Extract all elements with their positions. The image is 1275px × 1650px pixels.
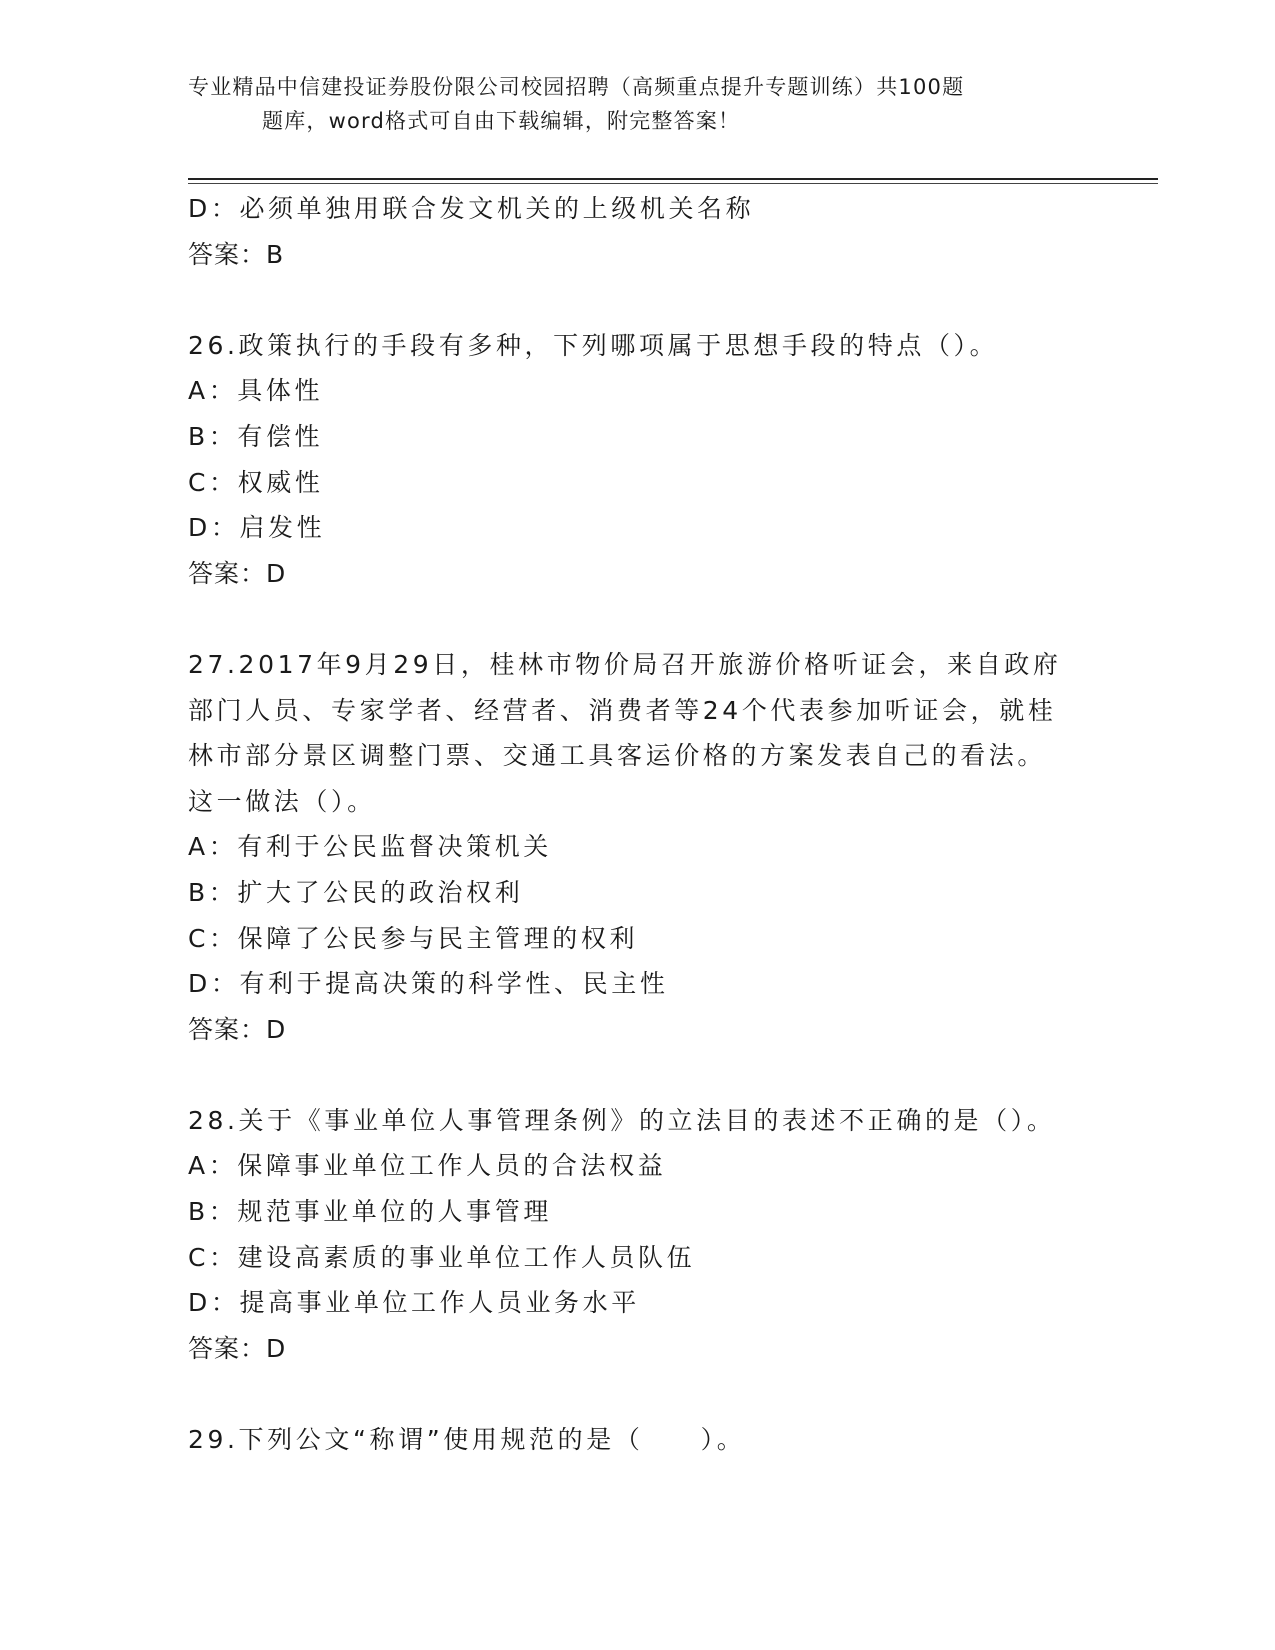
question-26 [188,323,1088,597]
header-divider-thin [188,183,1158,184]
spacer [188,1052,1088,1098]
spacer [188,1371,1088,1417]
question-28 [188,1098,1088,1372]
question-stem [188,323,1068,369]
option-d: D：有利于提高决策的科学性、民主性 [188,969,669,999]
question-stem [188,642,1068,824]
question-answer: 答案：D [188,1014,287,1044]
option-c: C：建设高素质的事业单位工作人员队伍 [188,1242,696,1272]
option-b: B：规范事业单位的人事管理 [188,1197,552,1227]
question-answer: 答案：D [188,558,287,588]
spacer [188,277,1088,323]
question-stem-row: 部门人员、专家学者、经营者、消费者等24个代表参加听证会，就桂 [188,695,1057,725]
prev-question-option-d: D：必须单独用联合发文机关的上级机关名称 [188,194,755,223]
option-a: A：保障事业单位工作人员的合法权益 [188,1151,667,1181]
question-29 [188,1417,1088,1463]
option-b: B：扩大了公民的政治权利 [188,877,524,907]
header-title-line-1: 专业精品中信建投证券股份限公司校园招聘（高频重点提升专题训练）共100题 [188,75,965,99]
question-stem-row: 27.2017年9月29日，桂林市物价局召开旅游价格听证会，来自政府 [188,649,1062,679]
option-d: D：启发性 [188,513,326,543]
question-stem-row: 这一做法（）。 [188,786,376,816]
question-content [188,186,1088,1463]
question-stem-row: 林市部分景区调整门票、交通工具客运价格的方案发表自己的看法。 [188,741,1047,771]
option-d: D：提高事业单位工作人员业务水平 [188,1288,640,1318]
header-title-line-2: 题库，word格式可自由下载编辑，附完整答案！ [262,109,741,133]
question-27 [188,642,1088,1052]
option-a: A：有利于公民监督决策机关 [188,832,552,862]
option-c: C：权威性 [188,467,324,497]
question-stem-row: 29.下列公文“称谓”使用规范的是（ ）。 [188,1425,746,1455]
question-answer: 答案：D [188,1333,287,1363]
option-c: C：保障了公民参与民主管理的权利 [188,923,639,953]
prev-question-answer: 答案：B [188,239,285,269]
option-b: B：有偿性 [188,421,324,451]
question-stem [188,1417,1068,1463]
spacer [188,596,1088,642]
option-a: A：具体性 [188,376,324,406]
header-divider-thick [188,178,1158,180]
question-stem-row: 28.关于《事业单位人事管理条例》的立法目的表述不正确的是（）。 [188,1105,1056,1135]
question-stem-row: 26.政策执行的手段有多种，下列哪项属于思想手段的特点（）。 [188,330,999,360]
question-stem [188,1098,1068,1144]
